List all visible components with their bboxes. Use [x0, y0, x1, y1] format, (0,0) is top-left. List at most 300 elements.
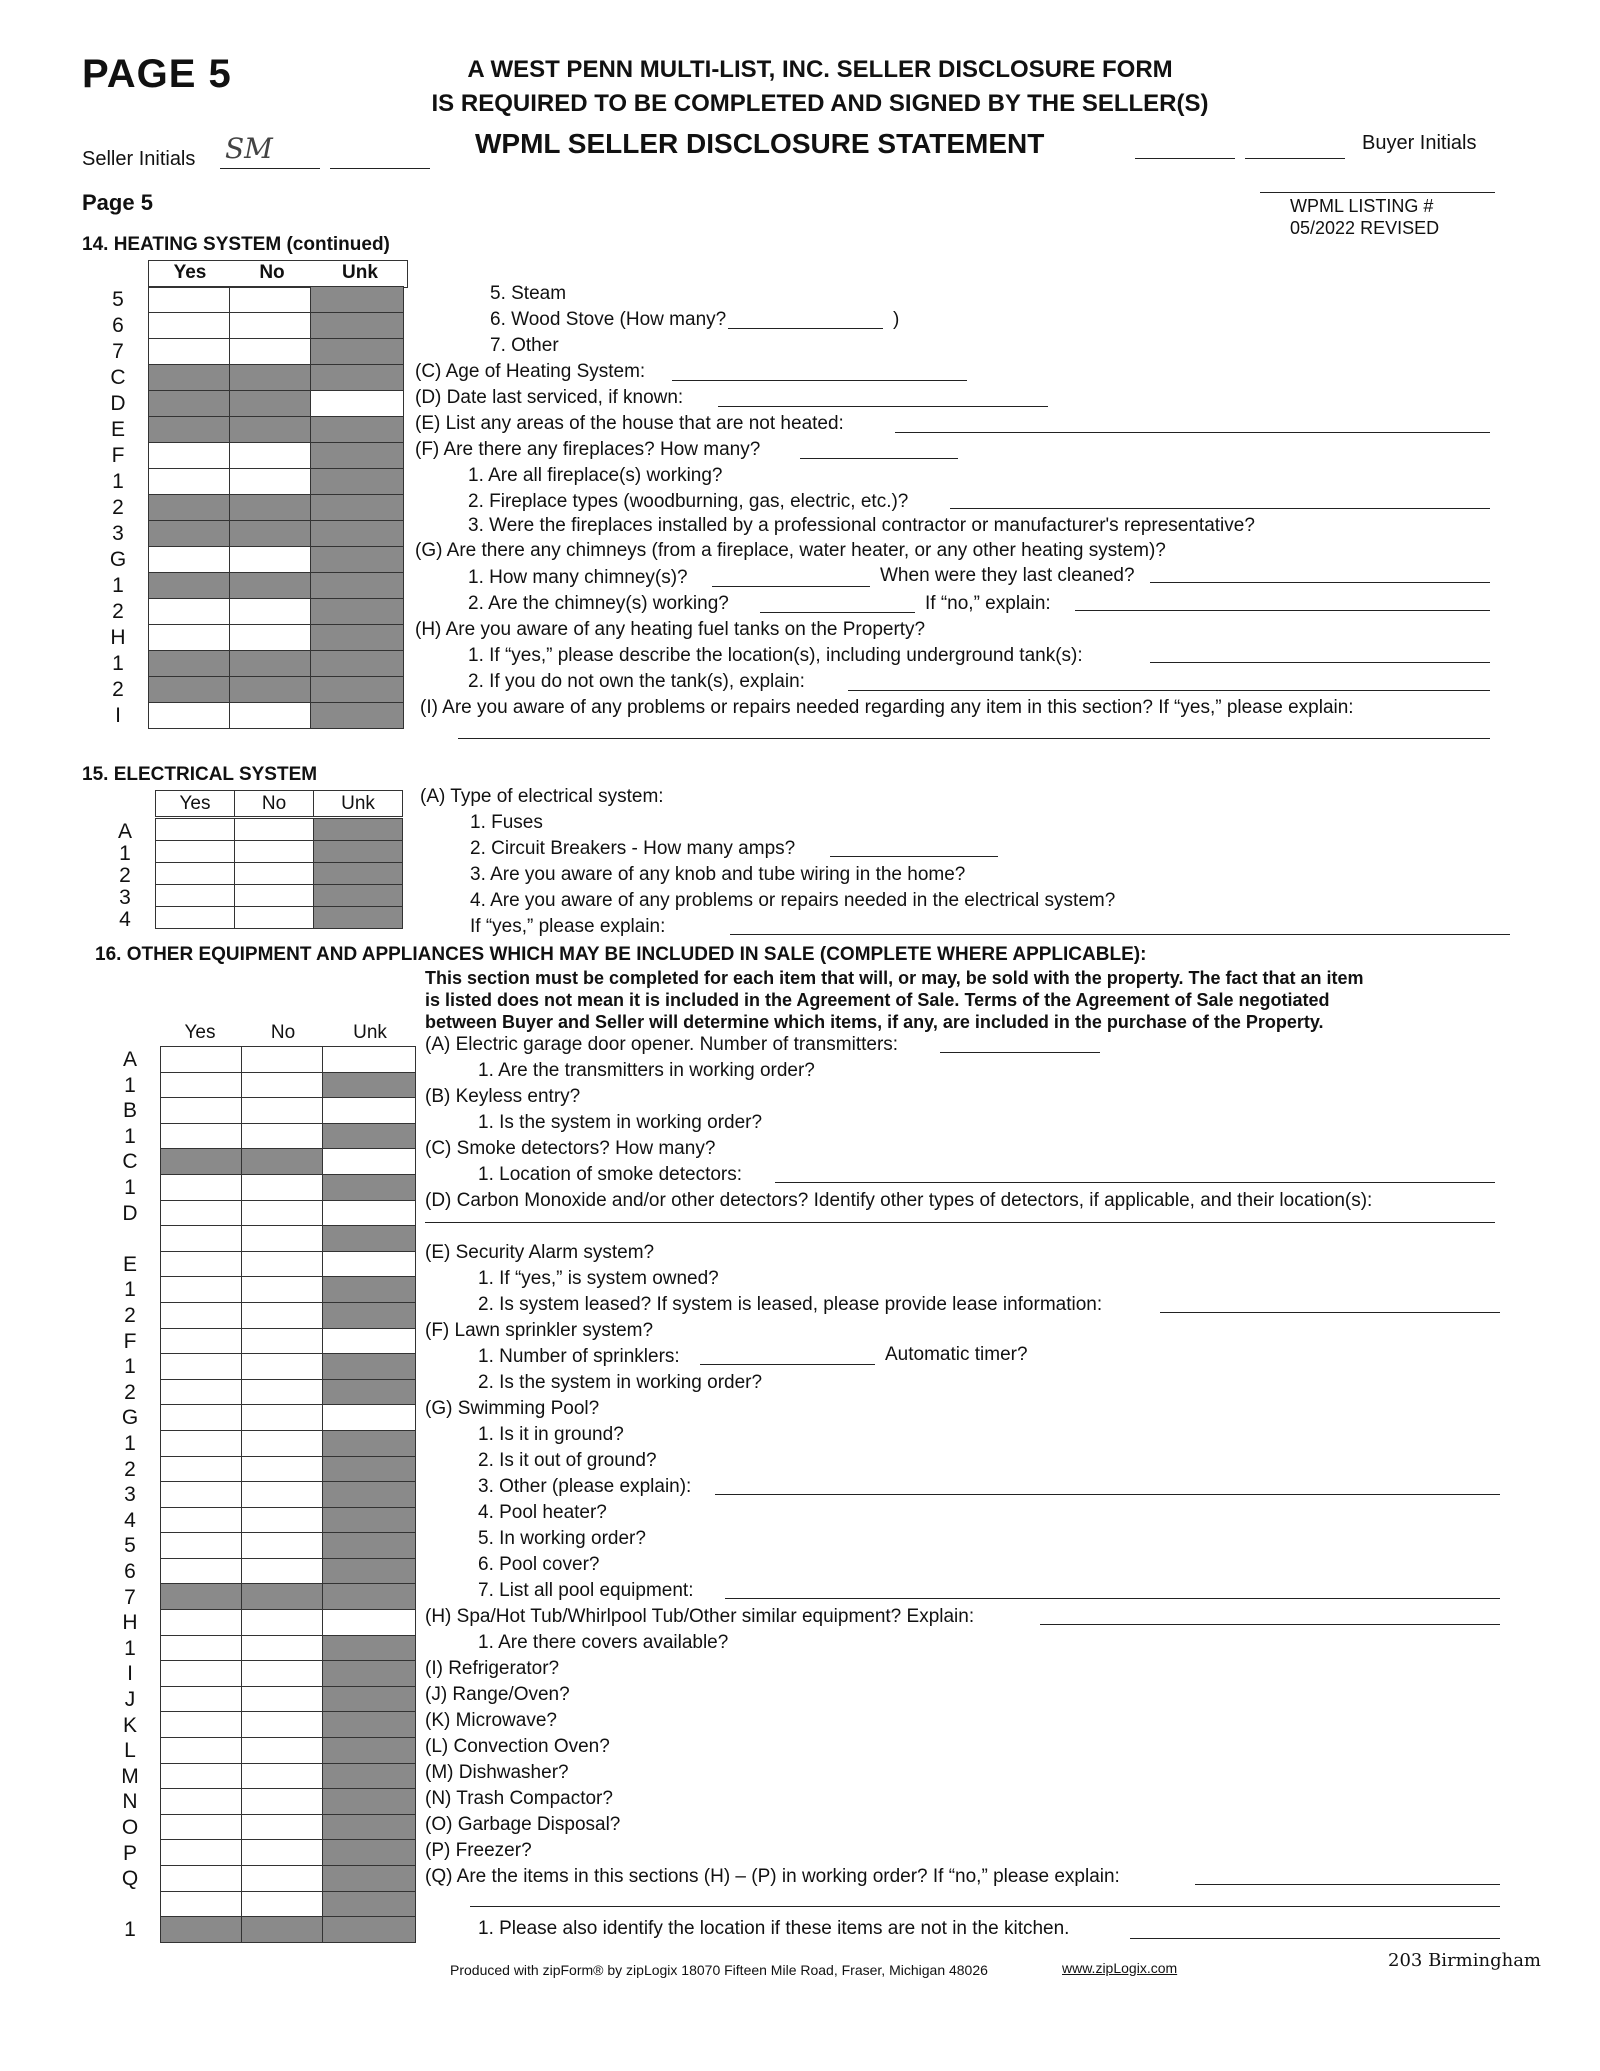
s14-row: [149, 287, 404, 313]
s15-item-fuses: 1. Fuses: [470, 812, 543, 833]
row-label: G: [121, 1406, 139, 1430]
s16-item: (O) Garbage Disposal?: [425, 1814, 621, 1835]
s16-cell-no: [242, 1917, 323, 1943]
seller-initials-value[interactable]: SM: [225, 132, 273, 165]
s14-chimney-count-line[interactable]: [712, 586, 870, 587]
s15-cell-yes[interactable]: [156, 841, 235, 863]
s16-item: (G) Swimming Pool?: [425, 1398, 600, 1419]
s16-row: [161, 1763, 416, 1789]
row-label: 1: [124, 1176, 136, 1199]
s16-cell-no[interactable]: [242, 1789, 323, 1815]
footer-produced: Produced with zipForm® by zipLogix 18070 Fifteen Mile Road, Fraser, Michigan 48026: [450, 1962, 988, 1978]
s16-cell-unk: [323, 1430, 416, 1456]
s16-cell-unk: [323, 1482, 416, 1508]
s14-item-tank-own: 2. If you do not own the tank(s), explain:: [468, 671, 805, 692]
s14-cell-no[interactable]: [230, 443, 311, 469]
s16-cell-yes[interactable]: [161, 1379, 242, 1405]
row-label: 1: [124, 1278, 136, 1302]
s16-row: [161, 1174, 416, 1200]
s16-cell-unk[interactable]: [323, 1149, 416, 1175]
s16-cell-no[interactable]: [242, 1507, 323, 1533]
s14-date-line[interactable]: [718, 406, 1048, 407]
s16-cell-no[interactable]: [242, 1200, 323, 1226]
s16-answer-line[interactable]: [1130, 1938, 1500, 1939]
s16-cell-no[interactable]: [242, 1738, 323, 1764]
s16-row: [161, 1277, 416, 1303]
s16-cell-no[interactable]: [242, 1814, 323, 1840]
s14-cell-no[interactable]: [230, 547, 311, 573]
s14-grid: [148, 286, 404, 729]
row-label: F: [111, 444, 125, 467]
s16-cell-unk[interactable]: [323, 1047, 416, 1073]
s14-item-date-serviced: (D) Date last serviced, if known:: [415, 387, 684, 408]
row-label: I: [127, 1662, 133, 1686]
s14-cell-yes: [149, 573, 230, 599]
s14-row: [149, 391, 404, 417]
s15-cell-unk: [314, 819, 403, 841]
s14-item-steam: 5. Steam: [490, 283, 567, 304]
s14-cell-no[interactable]: [230, 339, 311, 365]
s15-cell-no[interactable]: [235, 841, 314, 863]
s16-cell-no[interactable]: [242, 1047, 323, 1073]
s14-cell-no[interactable]: [230, 703, 311, 729]
s16-cell-unk: [323, 1866, 416, 1892]
s16-cell-yes[interactable]: [161, 1533, 242, 1559]
s16-cell-unk: [323, 1917, 416, 1943]
s14-col-unk: Unk: [342, 262, 378, 283]
s16-cell-yes[interactable]: [161, 1047, 242, 1073]
s15-row: [156, 841, 403, 863]
s16-cell-unk: [323, 1738, 416, 1764]
s16-item: 1. Is it in ground?: [478, 1424, 624, 1445]
s16-cell-no[interactable]: [242, 1430, 323, 1456]
s14-item-wood-stove: 6. Wood Stove (How many?: [490, 309, 727, 330]
s14-cell-yes[interactable]: [149, 443, 230, 469]
s16-cell-unk: [323, 1635, 416, 1661]
s15-cell-yes[interactable]: [156, 907, 235, 929]
s16-item: (C) Smoke detectors? How many?: [425, 1138, 716, 1159]
s16-answer-line[interactable]: [1195, 1884, 1500, 1885]
s16-cell-no[interactable]: [242, 1661, 323, 1687]
s16-cell-yes[interactable]: [161, 1840, 242, 1866]
s15-row: [156, 885, 403, 907]
s16-row: [161, 1354, 416, 1380]
s15-cell-unk: [314, 885, 403, 907]
s14-row: [149, 651, 404, 677]
row-label: L: [124, 1739, 136, 1763]
s16-col-no: No: [270, 1022, 296, 1043]
s14-cell-unk: [311, 417, 404, 443]
s16-cell-unk: [323, 1712, 416, 1738]
row-label: A: [117, 820, 132, 843]
s14-cell-yes[interactable]: [149, 469, 230, 495]
s16-item: (F) Lawn sprinkler system?: [425, 1320, 654, 1341]
row-label: D: [122, 1201, 138, 1225]
buyer-initials-line-2: [1245, 158, 1345, 159]
s16-cell-unk[interactable]: [323, 1200, 416, 1226]
buyer-initials-label: Buyer Initials: [1362, 132, 1477, 154]
s14-chimney-explain-line[interactable]: [1075, 610, 1490, 611]
s14-item-chimney-count: 1. How many chimney(s)?: [468, 567, 688, 588]
s14-cell-unk: [311, 443, 404, 469]
s14-cell-unk: [311, 365, 404, 391]
s14-item-tank-location: 1. If “yes,” please describe the location(s), including underground tank(s):: [468, 645, 1083, 666]
revision: 05/2022 REVISED: [1290, 218, 1440, 238]
row-label: H: [110, 626, 126, 649]
s16-cell-yes[interactable]: [161, 1507, 242, 1533]
row-label: A: [122, 1048, 137, 1071]
s16-item: (I) Refrigerator?: [425, 1658, 560, 1679]
row-label: 4: [124, 1508, 136, 1532]
s16-cell-unk: [323, 1379, 416, 1405]
s14-tank-location-line[interactable]: [1150, 662, 1490, 663]
s14-col-no: No: [259, 262, 285, 283]
row-label: M: [121, 1764, 139, 1788]
s16-item: 2. Is it out of ground?: [478, 1450, 657, 1471]
s14-item-wood-stove-close: ): [893, 309, 900, 330]
s14-item-not-heated: (E) List any areas of the house that are not heated:: [415, 413, 844, 434]
s14-cell-no: [230, 495, 311, 521]
row-label: F: [123, 1329, 137, 1353]
s16-cell-unk: [323, 1123, 416, 1149]
s15-cell-yes[interactable]: [156, 885, 235, 907]
s16-cell-yes[interactable]: [161, 1354, 242, 1380]
s15-cell-yes[interactable]: [156, 819, 235, 841]
s16-item: (E) Security Alarm system?: [425, 1242, 655, 1263]
s16-answer-line[interactable]: [425, 1222, 1495, 1223]
s16-cell-no[interactable]: [242, 1302, 323, 1328]
s16-row: [161, 1405, 416, 1431]
s15-cell-unk: [314, 907, 403, 929]
s16-cell-yes[interactable]: [161, 1430, 242, 1456]
s16-cell-no: [242, 1584, 323, 1610]
s16-cell-yes[interactable]: [161, 1456, 242, 1482]
s16-cell-no[interactable]: [242, 1328, 323, 1354]
s14-cell-yes[interactable]: [149, 625, 230, 651]
s16-cell-yes[interactable]: [161, 1891, 242, 1917]
s16-cell-yes[interactable]: [161, 1686, 242, 1712]
s15-cell-no[interactable]: [235, 819, 314, 841]
s16-item: 4. Pool heater?: [478, 1502, 607, 1523]
s16-cell-yes[interactable]: [161, 1328, 242, 1354]
s14-row: [149, 677, 404, 703]
s16-cell-no[interactable]: [242, 1174, 323, 1200]
section15-title: 15. ELECTRICAL SYSTEM: [82, 764, 318, 785]
s16-cell-yes[interactable]: [161, 1661, 242, 1687]
s16-cell-no[interactable]: [242, 1072, 323, 1098]
s16-item: 1. Are the transmitters in working order?: [478, 1060, 815, 1081]
row-label: C: [122, 1150, 138, 1174]
s16-row: [161, 1456, 416, 1482]
s14-item-fireplaces: (F) Are there any fireplaces? How many?: [415, 439, 761, 460]
s14-fireplace-types-line[interactable]: [950, 508, 1490, 509]
s14-chimney-cleaned-line[interactable]: [1150, 582, 1490, 583]
s16-row: [161, 1123, 416, 1149]
s16-answer-line[interactable]: [940, 1052, 1100, 1053]
s14-row: [149, 443, 404, 469]
s16-cell-no[interactable]: [242, 1712, 323, 1738]
s16-col-unk: Unk: [353, 1022, 387, 1043]
s15-col-yes: Yes: [179, 792, 211, 814]
s16-cell-unk: [323, 1226, 416, 1252]
s16-cell-no[interactable]: [242, 1226, 323, 1252]
s16-row: [161, 1507, 416, 1533]
s16-cell-no[interactable]: [242, 1686, 323, 1712]
s14-problems-line[interactable]: [458, 738, 1490, 739]
s15-explain-line[interactable]: [730, 934, 1510, 935]
row-label: 2: [112, 496, 124, 519]
s14-cell-unk: [311, 651, 404, 677]
row-label: G: [109, 548, 127, 571]
s14-cell-no: [230, 417, 311, 443]
s14-tank-own-line[interactable]: [848, 690, 1490, 691]
s14-cell-yes[interactable]: [149, 547, 230, 573]
s16-cell-no[interactable]: [242, 1123, 323, 1149]
s16-col-yes: Yes: [184, 1022, 216, 1043]
s14-cell-yes: [149, 417, 230, 443]
s16-answer-line[interactable]: [700, 1364, 875, 1365]
s16-item: (D) Carbon Monoxide and/or other detectors? Identify other types of detectors, if applicable, and their location(s):: [425, 1190, 1373, 1211]
s16-cell-yes[interactable]: [161, 1763, 242, 1789]
row-label: H: [122, 1611, 138, 1635]
s15-col-unk: Unk: [341, 792, 375, 814]
s16-cell-unk[interactable]: [323, 1251, 416, 1277]
row-label: 1: [124, 1636, 136, 1660]
s15-row: [156, 819, 403, 841]
s16-cell-unk: [323, 1661, 416, 1687]
s15-breakers-line[interactable]: [830, 856, 998, 857]
s14-cell-no[interactable]: [230, 625, 311, 651]
s14-not-heated-line[interactable]: [895, 432, 1490, 433]
s15-cell-no[interactable]: [235, 885, 314, 907]
s16-cell-unk[interactable]: [323, 1610, 416, 1636]
s14-cell-no: [230, 677, 311, 703]
s16-cell-yes[interactable]: [161, 1558, 242, 1584]
s16-item: (A) Electric garage door opener. Number of transmitters:: [425, 1034, 899, 1055]
s16-item: Automatic timer?: [885, 1344, 1028, 1365]
s16-grid: [160, 1046, 416, 1943]
s14-cell-yes: [149, 521, 230, 547]
s16-cell-no[interactable]: [242, 1277, 323, 1303]
s14-cell-no[interactable]: [230, 599, 311, 625]
s14-cell-yes: [149, 677, 230, 703]
s16-cell-yes[interactable]: [161, 1251, 242, 1277]
s16-cell-no[interactable]: [242, 1456, 323, 1482]
s16-cell-unk: [323, 1891, 416, 1917]
s16-cell-no: [242, 1149, 323, 1175]
s14-cell-unk: [311, 495, 404, 521]
s14-item-problems: (I) Are you aware of any problems or repairs needed regarding any item in this section? If “yes,” please explain:: [420, 697, 1354, 718]
page-sub: Page 5: [82, 190, 153, 215]
s16-item: (L) Convection Oven?: [425, 1736, 610, 1757]
s14-cell-no: [230, 521, 311, 547]
s16-cell-unk[interactable]: [323, 1098, 416, 1124]
s16-cell-no[interactable]: [242, 1763, 323, 1789]
s16-cell-no[interactable]: [242, 1354, 323, 1380]
s16-row: [161, 1047, 416, 1073]
row-label: 5: [124, 1534, 136, 1558]
s14-item-chimneys: (G) Are there any chimneys (from a fireplace, water heater, or any other heating system)?: [415, 540, 1166, 561]
s16-cell-yes[interactable]: [161, 1098, 242, 1124]
s16-cell-no[interactable]: [242, 1251, 323, 1277]
s16-cell-yes[interactable]: [161, 1226, 242, 1252]
s16-row: [161, 1891, 416, 1917]
row-label: N: [122, 1790, 138, 1814]
s16-row: [161, 1686, 416, 1712]
header-line-1: A WEST PENN MULTI-LIST, INC. SELLER DISCLOSURE FORM: [467, 56, 1173, 83]
s16-cell-no[interactable]: [242, 1891, 323, 1917]
s16-cell-unk: [323, 1277, 416, 1303]
s16-cell-no[interactable]: [242, 1840, 323, 1866]
s16-item: 1. Is the system in working order?: [478, 1112, 763, 1133]
s14-item-other: 7. Other: [490, 335, 559, 356]
row-label: O: [121, 1816, 139, 1839]
footer-address: 203 Birmingham: [1388, 1950, 1541, 1971]
s15-cell-no[interactable]: [235, 863, 314, 885]
s14-item-age: (C) Age of Heating System:: [415, 361, 646, 382]
page-label: PAGE 5: [82, 52, 232, 96]
s14-cell-no[interactable]: [230, 287, 311, 313]
s16-cell-no[interactable]: [242, 1405, 323, 1431]
s16-cell-unk: [323, 1533, 416, 1559]
s16-cell-no[interactable]: [242, 1098, 323, 1124]
s15-cell-unk: [314, 863, 403, 885]
listing-label: WPML LISTING #: [1290, 196, 1434, 216]
row-label: Q: [121, 1867, 139, 1891]
s16-cell-no[interactable]: [242, 1558, 323, 1584]
header-line-2: IS REQUIRED TO BE COMPLETED AND SIGNED BY THE SELLER(S): [431, 90, 1209, 117]
s14-cell-unk: [311, 339, 404, 365]
row-label: 2: [119, 864, 131, 887]
s14-age-line[interactable]: [672, 380, 967, 381]
s16-cell-yes[interactable]: [161, 1738, 242, 1764]
row-label: P: [122, 1841, 137, 1865]
row-label: 3: [124, 1483, 136, 1507]
s16-cell-yes[interactable]: [161, 1866, 242, 1892]
s16-cell-yes[interactable]: [161, 1277, 242, 1303]
s14-cell-no: [230, 573, 311, 599]
s14-row: [149, 625, 404, 651]
s15-header-grid: [155, 790, 403, 817]
s14-wood-stove-line[interactable]: [728, 328, 883, 329]
s16-cell-no[interactable]: [242, 1482, 323, 1508]
row-label: E: [110, 418, 125, 441]
s16-cell-yes[interactable]: [161, 1482, 242, 1508]
s14-cell-yes[interactable]: [149, 313, 230, 339]
footer-url[interactable]: www.zipLogix.com: [1062, 1960, 1178, 1976]
s16-row: [161, 1430, 416, 1456]
s14-cell-no[interactable]: [230, 469, 311, 495]
s14-col-yes: Yes: [173, 262, 207, 283]
s15-row: [156, 863, 403, 885]
s16-cell-yes[interactable]: [161, 1635, 242, 1661]
s16-cell-yes[interactable]: [161, 1610, 242, 1636]
s14-fireplaces-line[interactable]: [800, 458, 958, 459]
row-label: 1: [112, 652, 124, 675]
row-label: 3: [112, 522, 124, 545]
s14-cell-yes[interactable]: [149, 339, 230, 365]
s16-cell-no[interactable]: [242, 1635, 323, 1661]
s14-chimney-working-line[interactable]: [760, 612, 915, 613]
s16-cell-no[interactable]: [242, 1866, 323, 1892]
s14-item-fuel-tanks: (H) Are you aware of any heating fuel tanks on the Property?: [415, 619, 926, 640]
s14-cell-no[interactable]: [230, 313, 311, 339]
row-label: 1: [124, 1432, 136, 1455]
s16-cell-yes[interactable]: [161, 1174, 242, 1200]
s16-cell-unk: [323, 1507, 416, 1533]
s15-grid: [155, 818, 403, 929]
s14-row: [149, 417, 404, 443]
s16-row: [161, 1251, 416, 1277]
s14-cell-no: [230, 651, 311, 677]
s16-row: [161, 1200, 416, 1226]
s16-cell-yes[interactable]: [161, 1789, 242, 1815]
s15-cell-yes[interactable]: [156, 863, 235, 885]
s16-item: 2. Is system leased? If system is leased, please provide lease information:: [478, 1294, 1103, 1315]
s14-cell-yes[interactable]: [149, 703, 230, 729]
s14-item-chimney-working: 2. Are the chimney(s) working?: [468, 593, 729, 614]
s16-cell-unk: [323, 1763, 416, 1789]
s16-cell-unk[interactable]: [323, 1405, 416, 1431]
s16-cell-yes: [161, 1584, 242, 1610]
s15-cell-no[interactable]: [235, 907, 314, 929]
s16-cell-yes[interactable]: [161, 1200, 242, 1226]
s14-row: [149, 469, 404, 495]
s16-cell-yes[interactable]: [161, 1712, 242, 1738]
s14-row: [149, 339, 404, 365]
s16-answer-line[interactable]: [1040, 1624, 1500, 1625]
s16-cell-yes[interactable]: [161, 1123, 242, 1149]
s15-item-breakers: 2. Circuit Breakers - How many amps?: [470, 838, 796, 859]
s16-cell-yes[interactable]: [161, 1814, 242, 1840]
row-label: I: [115, 704, 121, 727]
s16-answer-line[interactable]: [775, 1182, 1495, 1183]
s16-item: 1. Number of sprinklers:: [478, 1346, 680, 1367]
row-label: 7: [124, 1585, 136, 1609]
listing-line: [1260, 192, 1495, 193]
s14-item-fireplace-installed: 3. Were the fireplaces installed by a professional contractor or manufacturer's representative?: [468, 515, 1255, 536]
row-label: J: [124, 1688, 136, 1711]
s16-cell-no[interactable]: [242, 1379, 323, 1405]
s16-item: 1. Please also identify the location if these items are not in the kitchen.: [478, 1918, 1070, 1939]
s16-row: [161, 1738, 416, 1764]
s16-cell-unk: [323, 1302, 416, 1328]
row-label: 1: [124, 1355, 136, 1379]
s16-answer-line[interactable]: [470, 1906, 1500, 1907]
s14-cell-unk[interactable]: [311, 391, 404, 417]
s16-cell-yes[interactable]: [161, 1302, 242, 1328]
s16-cell-yes[interactable]: [161, 1405, 242, 1431]
row-label: 7: [112, 340, 124, 363]
s15-item-problems: 4. Are you aware of any problems or repairs needed in the electrical system?: [470, 890, 1116, 911]
s14-cell-yes: [149, 391, 230, 417]
seller-initials-line-2: [330, 168, 430, 169]
s16-answer-line[interactable]: [1160, 1312, 1500, 1313]
s16-cell-yes[interactable]: [161, 1072, 242, 1098]
s14-cell-yes[interactable]: [149, 287, 230, 313]
s16-cell-no[interactable]: [242, 1533, 323, 1559]
s16-row: [161, 1098, 416, 1124]
s16-answer-line[interactable]: [715, 1494, 1500, 1495]
s14-row: [149, 521, 404, 547]
s16-answer-line[interactable]: [725, 1598, 1500, 1599]
s16-cell-unk[interactable]: [323, 1328, 416, 1354]
s16-cell-unk: [323, 1072, 416, 1098]
s14-cell-yes[interactable]: [149, 599, 230, 625]
s14-row: [149, 495, 404, 521]
row-label: 4: [119, 908, 131, 931]
s16-cell-no[interactable]: [242, 1610, 323, 1636]
